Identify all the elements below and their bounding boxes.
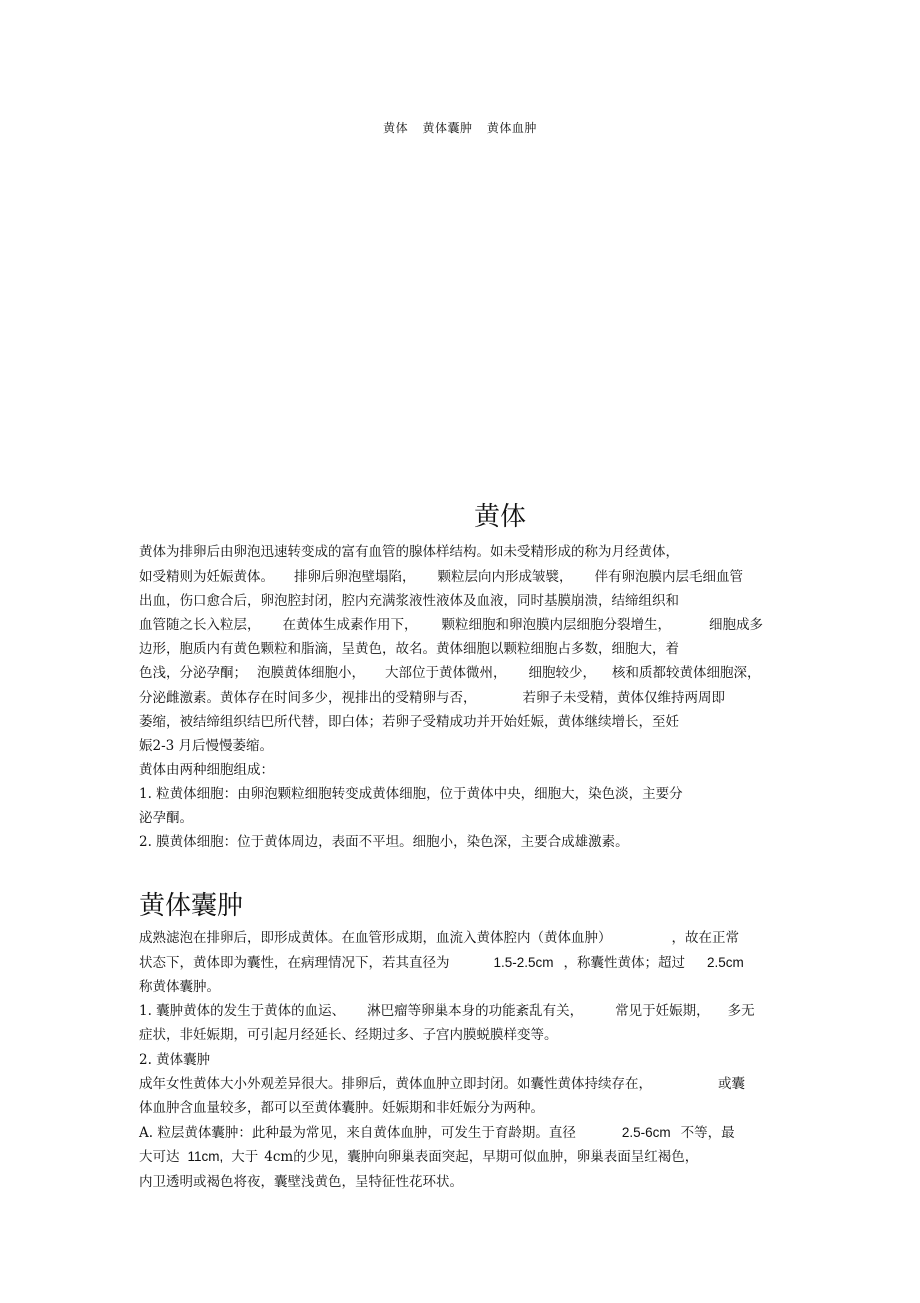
title-part: 黄体囊肿 — [422, 121, 473, 135]
paragraph-line: 黄体由两种细胞组成： — [139, 762, 274, 778]
document-title — [0, 119, 920, 136]
text-segment: 细胞较少， — [528, 665, 596, 681]
text-segment: 泡膜黄体细胞小， — [257, 665, 365, 681]
text-segment: 分泌雌激素。黄体存在时间多少，视排出的受精卵与否， — [139, 690, 477, 706]
text-segment: 细胞成多 — [709, 617, 763, 633]
text-segment: 伴有卵泡膜内层毛细血管 — [594, 569, 743, 585]
text-segment: 成年女性黄体大小外观差异很大。排卵后，黄体血肿立即封闭。如囊性黄体持续存在， — [139, 1076, 652, 1092]
paragraph-line — [139, 955, 744, 971]
paragraph-line — [139, 617, 763, 633]
text-segment: 成熟滤泡在排卵后，即形成黄体。在血管形成期，血流入黄体腔内（黄体血肿） — [139, 930, 612, 946]
text-segment: 淋巴瘤等卵巢本身的功能紊乱有关， — [367, 1003, 584, 1019]
paragraph-line: 2. 黄体囊肿 — [139, 1052, 211, 1068]
text-segment: 或囊 — [718, 1076, 745, 1092]
text-segment: 大可达 — [139, 1149, 180, 1165]
text-segment: A. 粒层黄体囊肿：此种最为常见，来自黄体血肿，可发生于育龄期。直径 — [139, 1125, 576, 1141]
paragraph-line — [139, 1076, 745, 1092]
text-segment: 如受精则为妊娠黄体。 — [139, 569, 274, 585]
paragraph-line: 内卫透明或褐色将夜，囊壁浅黄色，呈特征性花环状。 — [139, 1174, 463, 1190]
text-segment: 多无 — [727, 1003, 755, 1019]
paragraph-line: 1. 粒黄体细胞：由卵泡颗粒细胞转变成黄体细胞，位于黄体中央，细胞大，染色淡，主要分 — [139, 786, 683, 802]
text-segment: 核和质都较黄体细胞深， — [612, 665, 761, 681]
paragraph-line: 称黄体囊肿。 — [139, 979, 220, 995]
text-segment: 颗粒层向内形成皱襞， — [437, 569, 573, 585]
paragraph-line: 体血肿含血量较多，都可以至黄体囊肿。妊娠期和非妊娠分为两种。 — [139, 1100, 544, 1116]
paragraph-line: 边形，胞质内有黄色颗粒和脂滴，呈黄色，故名。黄体细胞以颗粒细胞占多数，细胞大，着 — [139, 641, 679, 657]
text-segment: 1.5-2.5cm — [493, 955, 554, 970]
paragraph-line: 症状，非妊娠期，可引起月经延长、经期过多、子宫内膜蜕膜样变等。 — [139, 1027, 558, 1043]
paragraph-line: 娠2-3 月后慢慢萎缩。 — [139, 738, 274, 754]
text-segment: 排卵后卵泡壁塌陷， — [294, 569, 416, 585]
text-segment: 色浅，分泌孕酮； — [139, 665, 247, 681]
paragraph-line — [139, 930, 739, 946]
text-segment: 颗粒细胞和卵泡膜内层细胞分裂增生， — [441, 617, 671, 633]
text-segment: ，称囊性黄体；超过 — [563, 955, 686, 971]
paragraph-line: 黄体为排卵后由卵泡迅速转变成的富有血管的腺体样结构。如未受精形成的称为月经黄体， — [139, 544, 679, 560]
paragraph-line: 萎缩，被结缔组织结巴所代替，即白体；若卵子受精成功并开始妊娠，黄体继续增长，至妊 — [139, 714, 679, 730]
paragraph-line — [139, 1125, 735, 1141]
text-segment: 在黄体生成素作用下， — [282, 617, 418, 633]
text-segment: 大部位于黄体微州， — [385, 665, 507, 681]
title-part: 黄体 — [383, 121, 409, 135]
text-segment: 大于 — [231, 1149, 259, 1165]
text-segment: 1. 囊肿黄体的发生于黄体的血运、 — [139, 1003, 346, 1019]
paragraph-line: 2. 膜黄体细胞：位于黄体周边，表面不平坦。细胞小，染色深，主要合成雄激素。 — [139, 834, 629, 850]
section1-heading: 黄体 — [473, 502, 526, 532]
text-segment: 4cm的少见，囊肿向卵巢表面突起，早期可似血肿，卵巢表面呈红褐色， — [264, 1149, 699, 1165]
text-segment: 2.5-6cm — [621, 1125, 671, 1140]
text-segment: 不等，最 — [680, 1125, 735, 1141]
section2-heading: 黄体囊肿 — [139, 891, 244, 921]
text-segment: 11cm, — [187, 1149, 224, 1164]
text-segment: 状态下，黄体即为囊性，在病理情况下，若其直径为 — [139, 955, 450, 971]
text-segment: 若卵子未受精，黄体仅维持两周即 — [522, 690, 725, 706]
paragraph-line — [139, 569, 743, 585]
paragraph-line — [139, 690, 725, 706]
title-part: 黄体血肿 — [486, 121, 537, 135]
text-segment: 2.5cm — [707, 955, 744, 970]
text-segment: ，故在正常 — [671, 930, 739, 946]
paragraph-line — [139, 665, 761, 681]
paragraph-line — [139, 1003, 755, 1019]
text-segment: 常见于妊娠期， — [615, 1003, 710, 1019]
paragraph-line — [139, 1149, 698, 1165]
text-segment: 血管随之长入粒层， — [139, 617, 261, 633]
paragraph-line: 出血，伤口愈合后，卵泡腔封闭，腔内充满浆液性液体及血液，同时基膜崩溃，结缔组织和 — [139, 593, 679, 609]
paragraph-line: 泌孕酮。 — [139, 810, 193, 826]
